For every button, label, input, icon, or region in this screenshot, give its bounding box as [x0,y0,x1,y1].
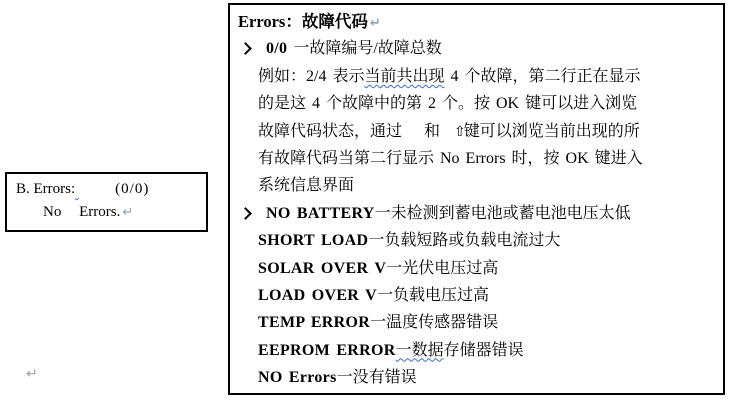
bullet-arrow-icon [239,42,252,55]
lcd-errors-label: B. Errors: [16,181,76,197]
error-desc: 一负载电压过高 [377,286,490,304]
para-text: 键可以浏览当前出现的所 [463,122,640,140]
para-text: 4 个故障，第二行正在显示 [444,67,641,85]
error-code-line-eeprom-error [238,337,719,364]
para-text: 例如：2/4 表示 [258,67,365,85]
error-code-line-no-errors [238,364,719,391]
error-code: NO Errors [258,369,337,387]
arrow-key-icon: ⇧ [454,123,466,140]
lcd-no-errors-text: No Errors. [43,204,121,220]
lcd-errors-count: (0/0) [115,181,150,197]
error-code-line-temp-error [238,309,719,336]
error-desc: 一光伏电压过高 [386,259,499,277]
para-text: 和 [424,122,441,140]
spellcheck-wavy-text: 当前共出现 [364,67,445,85]
error-desc: 一负载短路或负载电流过大 [368,232,561,250]
example-paragraph-line-5 [238,172,719,199]
format-code: 0/0 [266,40,288,58]
spellcheck-wavy-underline [75,181,115,198]
format-desc: 一故障编号/故障总数 [293,40,442,58]
error-desc: 一温度传感器错误 [370,314,499,332]
spellcheck-wavy-text: 一数据 [395,341,444,359]
example-paragraph-line-3 [238,118,719,145]
lcd-line-1 [16,181,206,198]
error-desc: 一未检测到蓄电池或蓄电池电压太低 [374,204,631,222]
error-code: NO BATTERY [266,204,375,222]
para-text: 故障代码状态，通过 [258,122,403,140]
lcd-display-textbox[interactable] [5,172,208,232]
para-text: 系统信息界面 [258,177,355,195]
example-paragraph-line-1 [238,63,719,90]
para-text: 的是这 4 个故障中的第 2 个。按 OK 键可以进入浏览 [258,95,638,113]
error-code: TEMP ERROR [258,314,371,332]
error-code: SOLAR OVER V [258,259,387,277]
error-code-line-short-load [238,227,719,254]
error-desc: 存储器错误 [443,341,524,359]
return-mark-icon: ↵ [122,205,134,220]
error-code-line-load-over-v [238,282,719,309]
return-mark-icon: ↵ [369,16,381,31]
paragraph-return-mark-icon: ↵ [26,366,38,382]
example-paragraph-line-2 [238,90,719,117]
lcd-line-2 [43,204,206,221]
example-paragraph-line-4 [238,145,719,172]
bullet-arrow-icon [239,207,252,220]
error-codes-textbox[interactable] [228,3,725,395]
error-code: LOAD OVER V [258,286,378,304]
errors-title-line [238,8,719,35]
error-code-line-solar-over-v [238,255,719,282]
error-code: EEPROM ERROR [258,341,396,359]
bullet-item-format [238,35,719,62]
error-desc: 一没有错误 [336,369,417,387]
error-code: SHORT LOAD [258,232,369,250]
para-text: 有故障代码当第二行显示 No Errors 时，按 OK 键进入 [258,149,643,167]
errors-title: Errors：故障代码 [238,12,368,31]
error-code-line-no-battery [238,200,719,227]
